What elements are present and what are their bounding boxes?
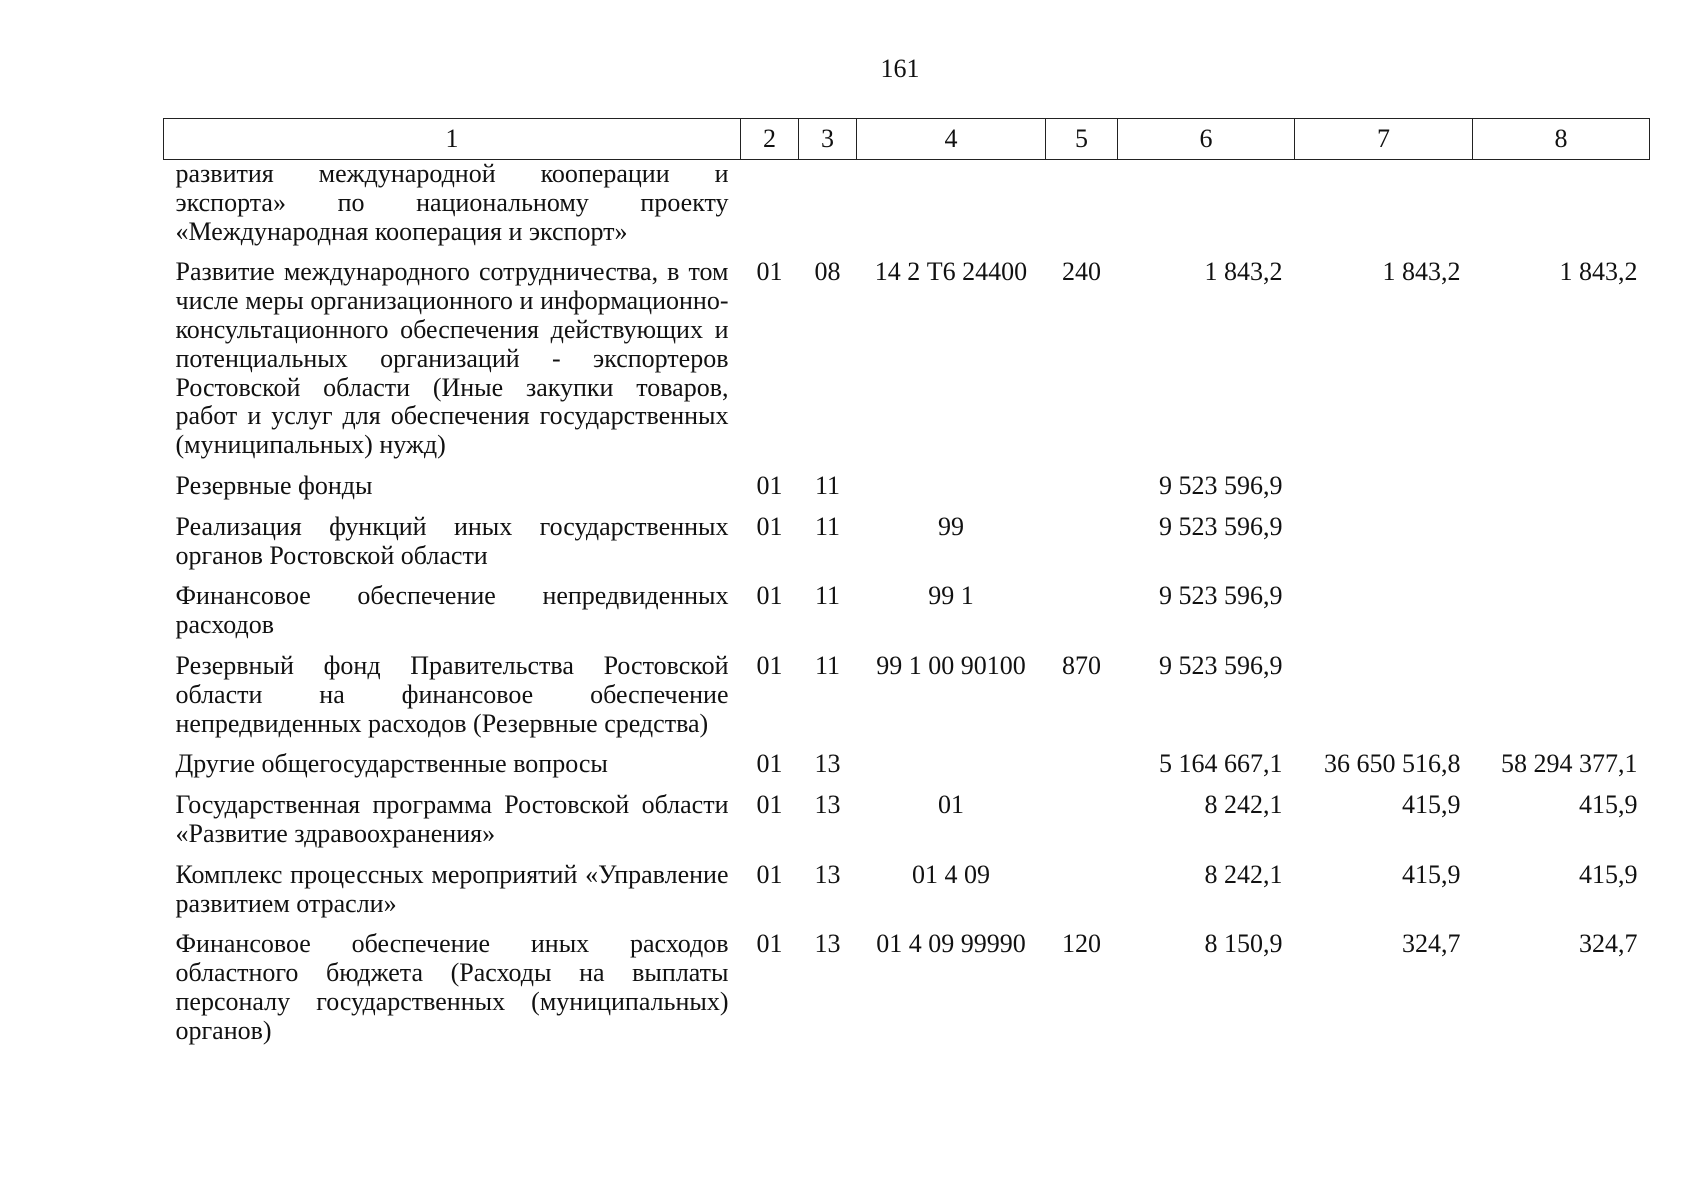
table-body: [164, 160, 1650, 1058]
row-section: [741, 160, 799, 259]
table-row: [164, 861, 1650, 931]
table-row: [164, 160, 1650, 259]
row-subsection: 13: [814, 790, 841, 820]
row-name: Комплекс процессных мероприятий «Управление развитием отрасли»: [175, 859, 729, 918]
column-header-3: 3: [799, 119, 857, 160]
row-amount-col7: [1295, 652, 1473, 750]
row-subsection: 08: [814, 257, 841, 287]
row-amount-col8: [1473, 652, 1650, 750]
table-row: [164, 513, 1650, 583]
row-amount-col6: 8 242,1: [1204, 859, 1283, 889]
column-header-2: 2: [741, 119, 799, 160]
row-amount-col8: [1473, 472, 1650, 513]
row-target-code: [857, 472, 1046, 513]
row-name: Резервный фонд Правительства Ростовской области на финансовое обеспечение непредвиденных расходов (Резервные средства): [175, 650, 729, 738]
row-section: 01: [756, 511, 783, 541]
row-amount-col7: 36 650 516,8: [1324, 749, 1461, 779]
row-amount-col6: 9 523 596,9: [1159, 581, 1283, 611]
row-amount-col8: 415,9: [1579, 859, 1638, 889]
row-section: 01: [756, 581, 783, 611]
row-amount-col6: [1118, 160, 1295, 259]
row-target-code: 14 2 Т6 24400: [874, 257, 1028, 287]
row-section: 01: [756, 790, 783, 820]
row-expense-type: 120: [1062, 929, 1101, 959]
row-amount-col8: 1 843,2: [1559, 257, 1638, 287]
table-header-row: [164, 119, 1650, 160]
page-number: 161: [880, 54, 920, 83]
row-target-code: 01 4 09 99990: [876, 929, 1026, 959]
row-target-code: 99 1: [928, 581, 974, 611]
table-row: [164, 930, 1650, 1057]
row-amount-col8: 324,7: [1579, 929, 1638, 959]
column-header-8: 8: [1473, 119, 1650, 160]
column-header-7: 7: [1295, 119, 1473, 160]
row-subsection: 13: [814, 929, 841, 959]
row-target-code: 99 1 00 90100: [876, 650, 1026, 680]
row-name: Другие общегосударственные вопросы: [175, 749, 608, 779]
row-amount-col7: [1295, 582, 1473, 652]
row-section: 01: [756, 257, 783, 287]
row-subsection: 11: [814, 581, 841, 611]
row-target-code: 01: [938, 790, 964, 820]
row-amount-col6: 1 843,2: [1204, 257, 1283, 287]
column-header-4: 4: [857, 119, 1046, 160]
row-amount-col7: 415,9: [1402, 859, 1461, 889]
row-amount-col8: [1473, 582, 1650, 652]
row-subsection: 13: [814, 859, 841, 889]
row-expense-type: 870: [1062, 650, 1101, 680]
row-amount-col6: 9 523 596,9: [1159, 511, 1283, 541]
row-amount-col7: [1295, 513, 1473, 583]
row-expense-type: [1046, 791, 1118, 861]
row-amount-col6: 9 523 596,9: [1159, 470, 1283, 500]
row-amount-col7: 415,9: [1402, 790, 1461, 820]
row-expense-type: [1046, 160, 1118, 259]
column-header-5: 5: [1046, 119, 1118, 160]
row-section: 01: [756, 650, 783, 680]
row-subsection: 11: [814, 511, 841, 541]
row-name: Государственная программа Ростовской области «Развитие здравоохранения»: [175, 790, 729, 848]
row-amount-col6: 8 150,9: [1204, 929, 1283, 959]
row-section: 01: [756, 859, 783, 889]
row-expense-type: [1046, 513, 1118, 583]
table-row: [164, 582, 1650, 652]
budget-table-wrapper: [163, 118, 1649, 1058]
row-target-code: [857, 750, 1046, 791]
table-row: [164, 472, 1650, 513]
row-amount-col8: 415,9: [1579, 790, 1638, 820]
row-name: Резервные фонды: [175, 470, 373, 500]
row-amount-col7: 1 843,2: [1382, 257, 1461, 287]
table-row: [164, 258, 1650, 472]
row-amount-col6: 8 242,1: [1204, 790, 1283, 820]
row-amount-col8: [1473, 160, 1650, 259]
row-name: Развитие международного сотрудничества, в том числе меры организационного и информационно-консультационного обеспечения действующих и потенциальных организаций - экспортеров Ростовской области (Иные закупки товаров, работ и услуг для обеспечения государственных (муниципальных) нужд): [175, 257, 729, 460]
row-amount-col8: 58 294 377,1: [1501, 749, 1638, 779]
row-target-code: [857, 160, 1046, 259]
row-name: Реализация функций иных государственных органов Ростовской области: [175, 511, 729, 570]
row-expense-type: 240: [1062, 257, 1101, 287]
row-amount-col8: [1473, 513, 1650, 583]
row-amount-col6: 5 164 667,1: [1159, 749, 1283, 779]
column-header-6: 6: [1118, 119, 1295, 160]
row-expense-type: [1046, 472, 1118, 513]
table-row: [164, 652, 1650, 750]
row-name: развития международной кооперации и экспорта» по национальному проекту «Международная кооперация и экспорт»: [175, 159, 729, 246]
row-expense-type: [1046, 861, 1118, 931]
row-section: 01: [756, 929, 783, 959]
row-amount-col7: [1295, 472, 1473, 513]
row-amount-col7: 324,7: [1402, 929, 1461, 959]
row-subsection: 13: [814, 749, 841, 779]
row-target-code: 99: [938, 511, 964, 541]
row-subsection: 11: [814, 470, 841, 500]
row-name: Финансовое обеспечение непредвиденных расходов: [175, 581, 729, 640]
row-section: 01: [756, 470, 783, 500]
row-amount-col6: 9 523 596,9: [1159, 650, 1283, 680]
row-amount-col7: [1295, 160, 1473, 259]
row-subsection: 11: [814, 650, 841, 680]
column-header-1: 1: [164, 119, 741, 160]
row-expense-type: [1046, 750, 1118, 791]
budget-table: [163, 118, 1650, 1058]
row-target-code: 01 4 09: [912, 859, 990, 889]
table-row: [164, 750, 1650, 791]
row-name: Финансовое обеспечение иных расходов областного бюджета (Расходы на выплаты персоналу государственных (муниципальных) органов): [175, 929, 729, 1045]
row-section: 01: [756, 749, 783, 779]
table-row: [164, 791, 1650, 861]
row-subsection: [799, 160, 857, 259]
row-expense-type: [1046, 582, 1118, 652]
